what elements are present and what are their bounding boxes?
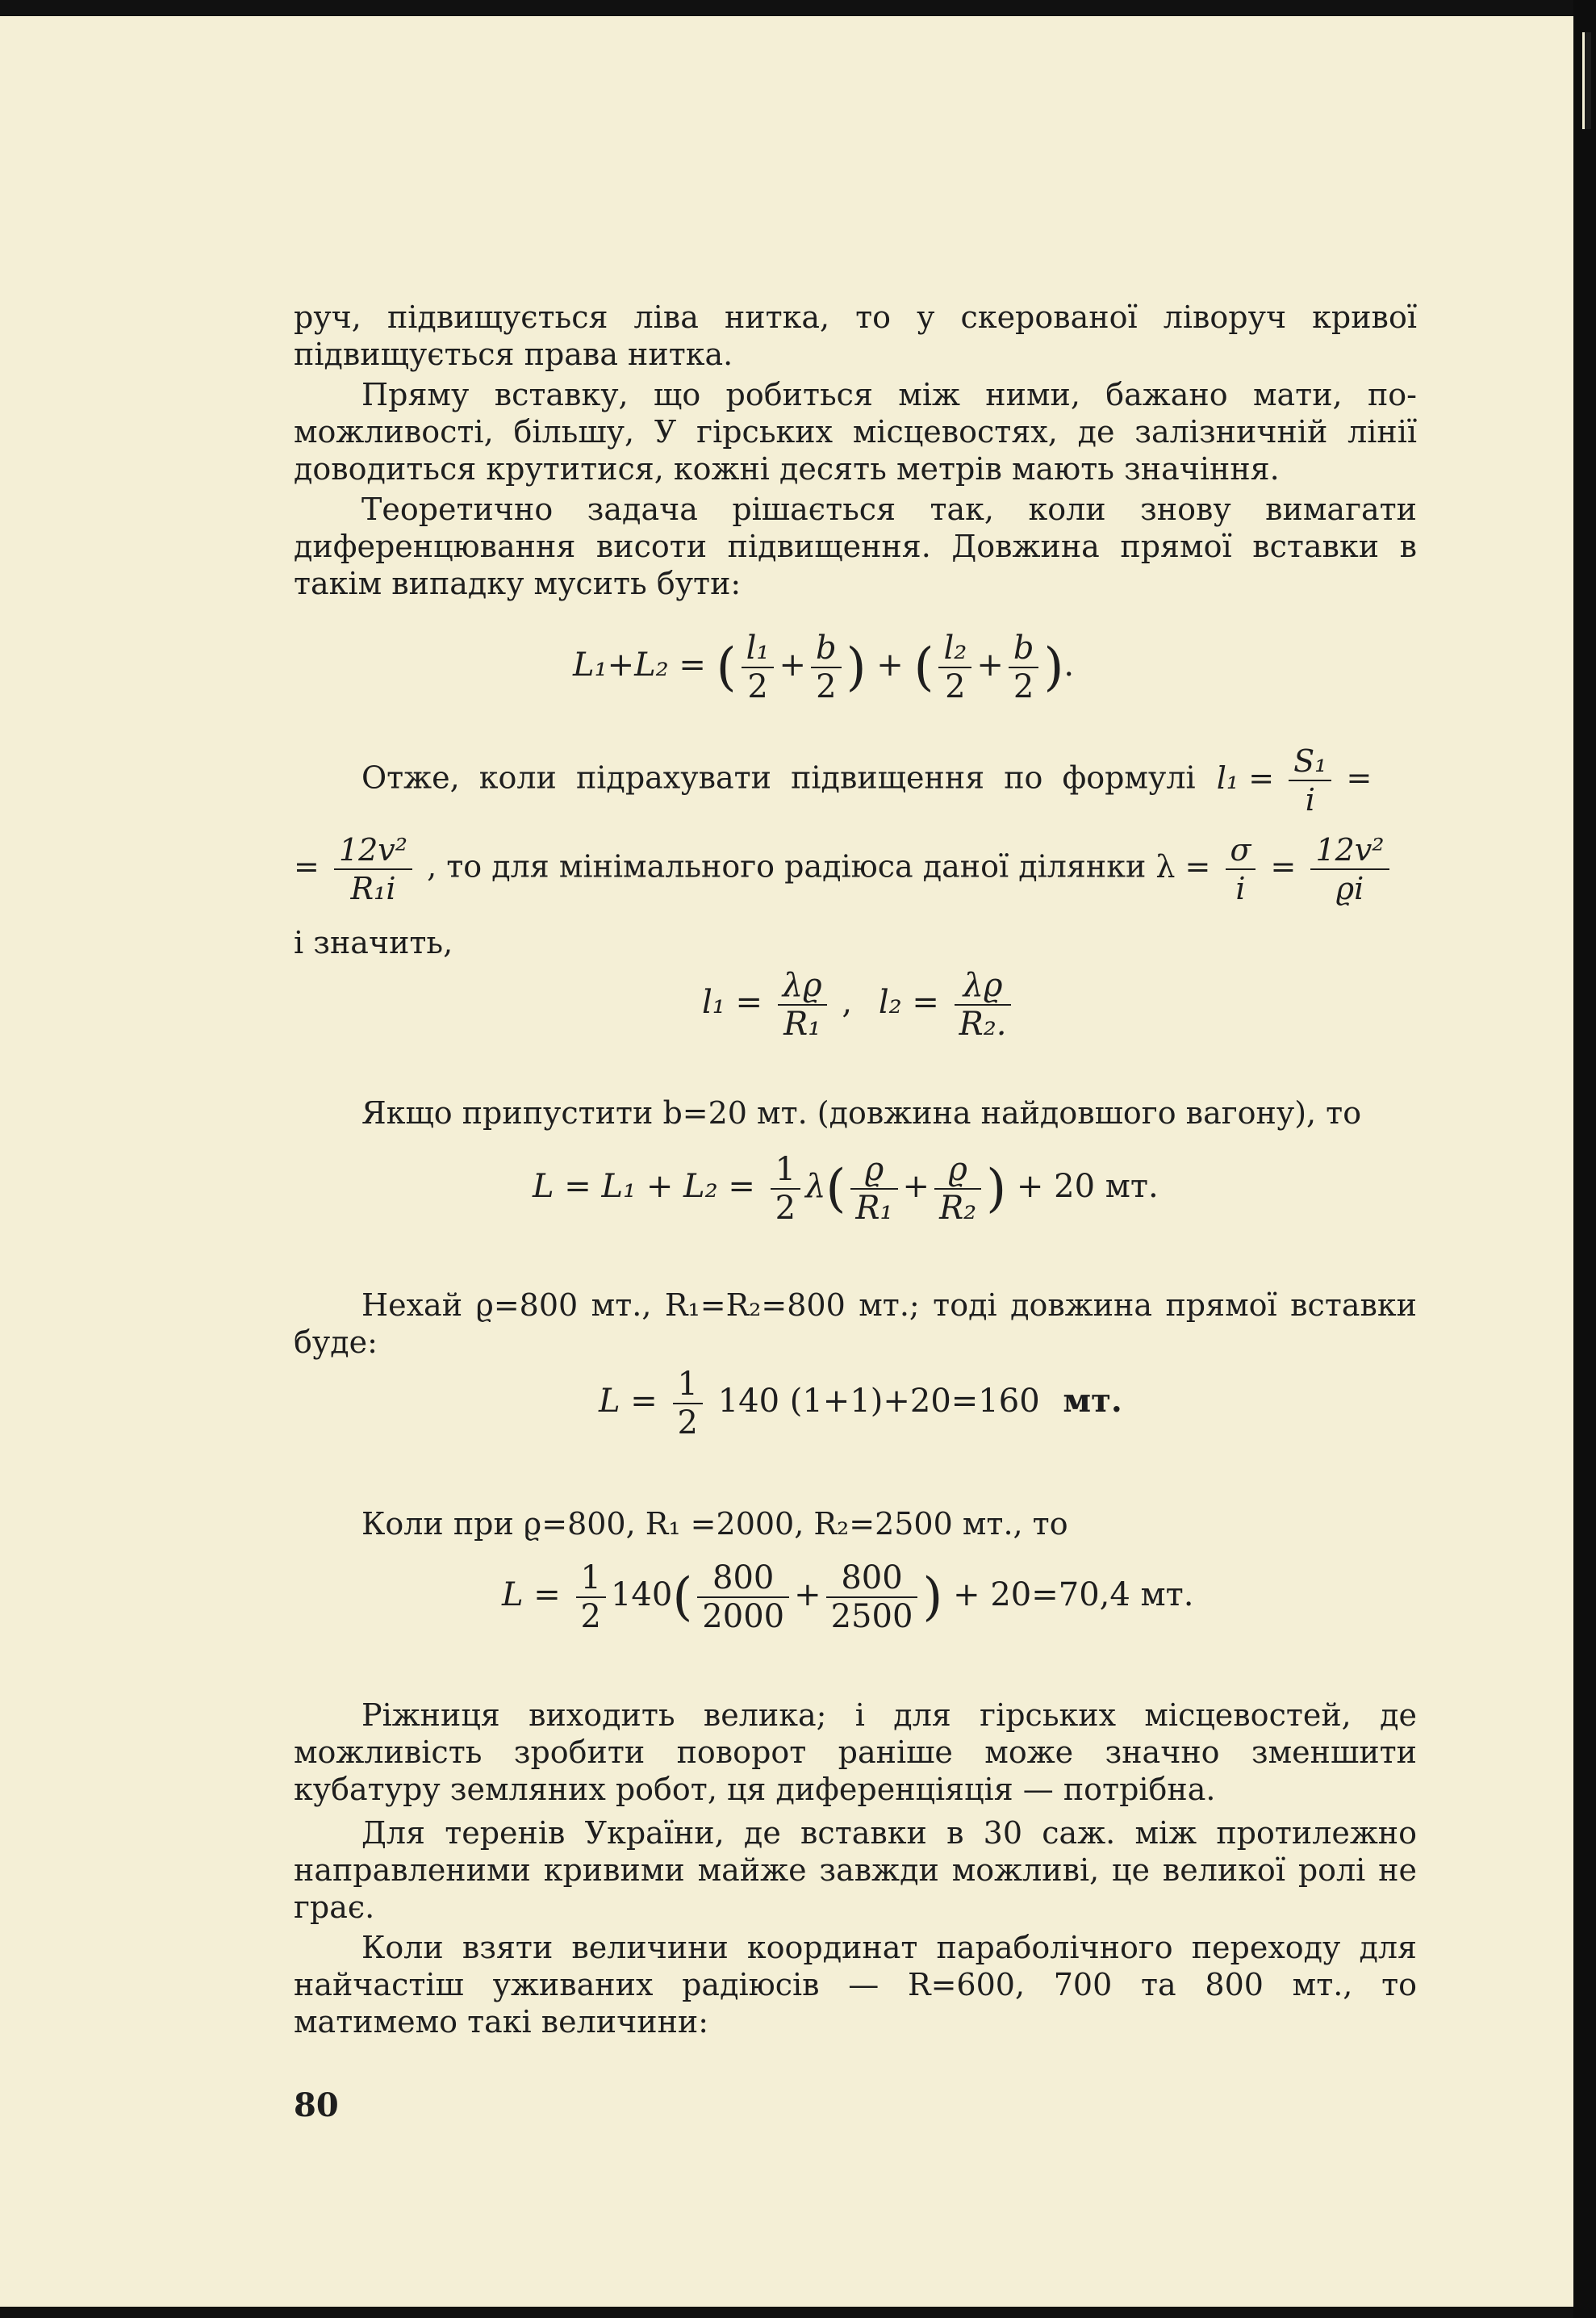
fraction: $\frac{ϱ}{\text{R₁}}$ [850,1151,897,1227]
paragraph-4-line-2: = $\frac{\text{12v²}}{\text{R₁i}}$ , то для мінімального радіюса даної ділянки λ = $\frac{\sigma}{i}$ = $\frac{\text{12v²}}{ϱi}$ [294,831,1394,907]
paragraph-5 [294,1094,1417,1132]
fraction: $\frac{\lambda ϱ}{\text{R₁}}$ [778,967,827,1043]
paragraph-1-text: руч, підвищується ліва нитка, то у скерованої ліворуч кривої підвищується права нитка. [294,299,1417,372]
fraction: $\frac{1}{2}$ [673,1366,703,1441]
formula-2: l₁ = $\frac{\lambda ϱ}{\text{R₁}}$ , l₂ = $\frac{\lambda ϱ}{\text{R₂.}}$ [702,967,1016,1043]
book-page [0,16,1573,2307]
paragraph-10-text: Коли взяти величини координат параболічного переходу для найчастіш уживаних радіюсів — R=600, 700 та 800 мт., то матимемо такі величини: [294,1930,1417,2040]
paragraph-5-text: Якщо припустити b=20 мт. (довжина найдовшого вагону), то [361,1095,1362,1131]
formula-3: L = L₁ + L₂ = $\frac{1}{2}$ λ( $\frac{ϱ}{\text{R₁}}$ + $\frac{ϱ}{\text{R₂}}$ ) + 20 мт. [533,1151,1159,1227]
paragraph-4-line-1: Отже, коли підрахувати підвищення по формулі l₁ = $\frac{\text{S₁}}{i}$ = [361,743,1372,818]
paragraph-2 [294,376,1417,487]
formula-1: L₁+L₂ = ( $\frac{\text{l₁}}{2}$ + $\frac{b}{2}$ ) + ( $\frac{\text{l₂}}{2}$ + $\frac{b}{2}$ ). [573,630,1075,705]
fraction: $\frac{\text{l₁}}{2}$ [742,630,775,705]
scan-edge [1573,0,1596,2318]
formula-5: L = $\frac{1}{2}$ 140( $\frac{800}{2000}$ + $\frac{800}{2500}$ ) + 20=70,4 мт. [502,1559,1194,1635]
formula-1-lhs: L₁+L₂ = [573,646,706,684]
formula-4: L = $\frac{1}{2}$ 140 (1+1)+20=160 мт. [599,1366,1122,1441]
fraction: $\frac{\text{12v²}}{ϱi}$ [1310,831,1389,907]
paragraph-3-text: Теоретично задача рішається так, коли знову вимагати диференцювання висоти підвищення. Довжина прямої вставки в такім випадку мусить бути: [294,492,1417,601]
scan-edge-mark [1582,32,1591,129]
fraction: $\frac{\sigma}{i}$ [1226,831,1256,907]
paragraph-7 [294,1505,1417,1542]
paragraph-8-text: Ріжниця виходить велика; і для гірських місцевостей, де можливість зробити поворот раніше може значно зменшити кубатуру земляних робот, ця диференціяція — потрібна. [294,1697,1417,1807]
fraction: $\frac{ϱ}{\text{R₂}}$ [934,1151,981,1227]
fraction: $\frac{800}{2500}$ [826,1559,918,1635]
fraction: $\frac{b}{2}$ [811,630,842,705]
fraction: $\frac{1}{2}$ [771,1151,800,1227]
fraction: $\frac{1}{2}$ [576,1559,606,1635]
paragraph-4-line-3: і значить, [294,925,453,960]
paragraph-9-text: Для теренів України, де вставки в 30 саж. між протилежно направленими кривими майже завжди можливі, це великої ролі не грає. [294,1815,1417,1925]
fraction: $\frac{\text{l₂}}{2}$ [938,630,971,705]
paragraph-6 [294,1287,1417,1361]
paragraph-2-text: Пряму вставку, що робиться між ними, бажано мати, по-можливості, більшу, У гірських місцевостях, де залізничній лінії доводиться крутитися, кожні десять метрів мають значіння. [294,377,1417,487]
fraction: $\frac{b}{2}$ [1009,630,1039,705]
paragraph-3 [294,491,1417,602]
paragraph-10 [294,1929,1417,2040]
paragraph-6-text: Нехай ϱ=800 мт., R₁=R₂=800 мт.; тоді довжина прямої вставки буде: [294,1287,1417,1360]
paragraph-7-text: Коли при ϱ=800, R₁ =2000, R₂=2500 мт., то [361,1506,1068,1542]
paragraph-1 [294,299,1417,373]
page-number: 80 [294,2086,339,2124]
fraction: $\frac{800}{2000}$ [697,1559,789,1635]
paragraph-8 [294,1697,1417,1808]
paren-open: ( [716,638,737,697]
fraction: $\frac{\text{12v²}}{\text{R₁i}}$ [334,831,412,907]
fraction: $\frac{\text{S₁}}{i}$ [1289,743,1331,818]
fraction: $\frac{\lambda ϱ}{\text{R₂.}}$ [955,967,1012,1043]
paragraph-9 [294,1814,1417,1926]
